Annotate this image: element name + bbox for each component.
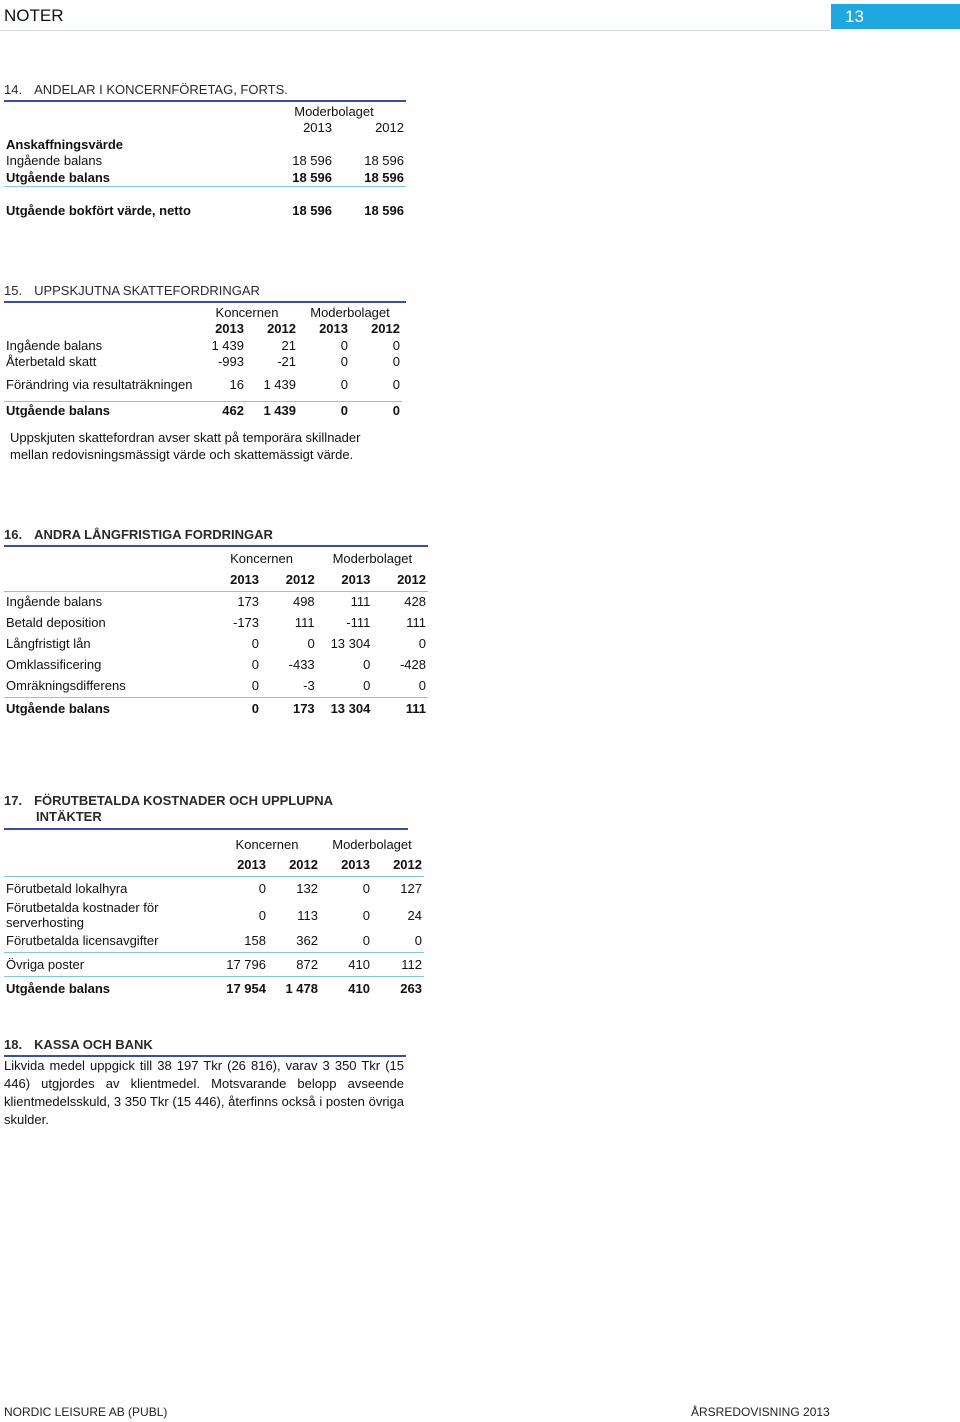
note-16-table [4, 547, 428, 720]
year-header: 2012 [289, 857, 318, 873]
group-header: Moderbolaget [310, 304, 390, 320]
note-number: 18. [4, 1037, 23, 1052]
cell: 0 [340, 353, 348, 369]
cell: -173 [232, 615, 260, 630]
page-number-badge: 13 [831, 4, 960, 29]
year-header: 2012 [393, 857, 422, 873]
note-title: KASSA OCH BANK [34, 1037, 153, 1052]
cell: 0 [418, 636, 426, 651]
year-header: 2013 [341, 572, 371, 588]
note-16-heading [4, 527, 428, 542]
group-header: Koncernen [235, 836, 299, 852]
note-15 [4, 283, 406, 419]
cell: 0 [251, 657, 260, 672]
note-title-continued: INTÄKTER [36, 809, 102, 824]
note-14 [4, 82, 406, 219]
cell: 111 [294, 615, 315, 630]
cell: 173 [261, 697, 317, 720]
cell: 462 [196, 401, 246, 419]
group-header: Koncernen [230, 550, 293, 566]
cell: 18 596 [292, 153, 332, 168]
cell: 263 [372, 976, 424, 1000]
row-label: Förändring via resultaträkningen [6, 377, 193, 393]
cell: 410 [320, 952, 372, 976]
cell: 362 [296, 933, 318, 949]
cell: 17 796 [214, 952, 268, 976]
cell: 1 439 [263, 377, 296, 393]
year-header: 2012 [371, 321, 400, 336]
cell: -433 [288, 657, 315, 672]
note-title: ANDRA LÅNGFRISTIGA FORDRINGAR [34, 527, 273, 542]
cell: 127 [372, 876, 424, 900]
note-number: 14. [4, 82, 23, 97]
note-18-heading [4, 1037, 406, 1052]
note-18 [4, 1037, 406, 1057]
row-label: Utgående balans [4, 697, 206, 720]
row-label: Ingående balans [6, 337, 103, 353]
cell: -993 [217, 353, 244, 369]
note-number: 15. [4, 283, 23, 298]
note-15-heading [4, 283, 406, 298]
note-title: UPPSKJUTNA SKATTEFORDRINGAR [34, 283, 260, 298]
heading-rule [4, 100, 406, 102]
cell: 111 [317, 591, 373, 612]
row-label: Förutbetalda licensavgifter [6, 933, 159, 949]
group-header: Moderbolaget [332, 550, 413, 566]
cell: 0 [340, 377, 348, 393]
cell: 0 [307, 636, 315, 651]
cell: 0 [392, 337, 400, 353]
footer-company: NORDIC LEISURE AB (PUBL) [4, 1405, 168, 1419]
cell: 0 [251, 636, 260, 651]
cell: 0 [362, 907, 370, 923]
cell: 17 954 [214, 976, 268, 1000]
cell: 18 596 [364, 169, 404, 185]
row-label: Återbetald skatt [6, 353, 97, 369]
header-divider [0, 30, 830, 31]
row-label: Utgående balans [4, 401, 196, 419]
year-header: 2013 [215, 321, 244, 336]
cell: 112 [372, 952, 424, 976]
cell: 173 [206, 591, 261, 612]
cell: 18 596 [364, 203, 404, 218]
cell: 1 478 [268, 976, 320, 1000]
group-header: Moderbolaget [294, 103, 374, 119]
page-section-title: NOTER [4, 6, 64, 25]
cell: 0 [298, 401, 350, 419]
note-title: ANDELAR I KONCERNFÖRETAG, FORTS. [34, 82, 288, 97]
year-header: 2012 [285, 572, 315, 588]
cell: 21 [281, 337, 296, 353]
note-17 [4, 793, 428, 1000]
cell: 410 [320, 976, 372, 1000]
subsection-label: Anskaffningsvärde [6, 136, 124, 152]
cell: 0 [214, 876, 268, 900]
note-17-heading [4, 793, 428, 825]
row-label: Utgående balans [4, 976, 214, 1000]
year-header: 2013 [303, 120, 332, 135]
year-header: 2013 [319, 321, 348, 336]
cell: 0 [251, 678, 260, 694]
year-header: 2012 [267, 321, 296, 336]
cell: 18 596 [364, 153, 404, 168]
cell: 111 [372, 697, 428, 720]
note-title: FÖRUTBETALDA KOSTNADER OCH UPPLUPNA [34, 793, 334, 808]
note-16 [4, 527, 428, 720]
cell: 0 [340, 337, 348, 353]
row-label: Betald deposition [6, 615, 106, 630]
cell: 0 [418, 678, 426, 694]
year-header: 2012 [397, 572, 426, 588]
cell: 1 439 [246, 401, 298, 419]
cell: 132 [268, 876, 320, 900]
year-header: 2013 [230, 572, 260, 588]
note-17-table [4, 834, 424, 1000]
year-header: 2012 [375, 120, 404, 135]
note-18-text: Likvida medel uppgick till 38 197 Tkr (26 816), varav 3 350 Tkr (15 446) utgjordes av klientmedel. Motsvarande belopp avseende klientmedelsskuld, 3 350 Tkr (15 446), återfinns också i posten övriga skulder. [4, 1058, 404, 1127]
cell: 18 596 [292, 203, 332, 218]
row-label: Utgående balans [6, 169, 111, 185]
cell: 113 [297, 907, 318, 923]
cell: 0 [414, 933, 422, 949]
row-label: Utgående bokfört värde, netto [6, 203, 191, 218]
row-label: Övriga poster [4, 952, 214, 976]
cell: 24 [407, 907, 422, 923]
cell: 0 [392, 353, 400, 369]
note-14-table [4, 103, 406, 219]
note-15-text: Uppskjuten skattefordran avser skatt på temporära skillnader mellan redovisningsmässigt värde och skattemässigt värde. [10, 430, 361, 462]
group-header: Moderbolaget [332, 836, 412, 852]
cell: 428 [372, 591, 428, 612]
cell: 18 596 [292, 169, 332, 185]
row-label: Omräkningsdifferens [6, 678, 126, 694]
cell: -111 [346, 615, 371, 630]
footer-report: ÅRSREDOVISNING 2013 [691, 1405, 830, 1419]
cell: 0 [392, 377, 400, 393]
cell: -3 [303, 678, 315, 694]
cell: 13 304 [330, 636, 371, 651]
cell: 111 [406, 615, 426, 630]
note-15-table [4, 304, 402, 419]
group-header: Koncernen [215, 304, 279, 320]
cell: -428 [399, 657, 426, 672]
cell: 0 [258, 907, 266, 923]
row-label: Ingående balans [6, 153, 103, 168]
cell: 0 [206, 697, 261, 720]
note-number: 17. [4, 793, 23, 808]
cell: 16 [229, 377, 244, 393]
year-header: 2013 [341, 857, 370, 873]
row-label: Ingående balans [4, 591, 206, 612]
cell: 0 [362, 933, 370, 949]
cell: 0 [350, 401, 402, 419]
cell: 0 [320, 876, 372, 900]
cell: 0 [363, 657, 371, 672]
heading-rule [4, 828, 408, 830]
cell: 158 [244, 933, 266, 949]
cell: -21 [277, 353, 296, 369]
cell: 0 [363, 678, 371, 694]
row-label: Omklassificering [6, 657, 102, 672]
year-header: 2013 [237, 857, 266, 873]
note-number: 16. [4, 527, 23, 542]
cell: 498 [261, 591, 317, 612]
cell: 872 [268, 952, 320, 976]
heading-rule [4, 301, 406, 303]
cell: 13 304 [317, 697, 373, 720]
row-label: Förutbetald lokalhyra [4, 876, 214, 900]
cell: 1 439 [211, 337, 244, 353]
row-label: Förutbetalda kostnader för serverhosting [6, 900, 159, 930]
row-label: Långfristigt lån [6, 636, 91, 651]
note-14-heading [4, 82, 406, 97]
